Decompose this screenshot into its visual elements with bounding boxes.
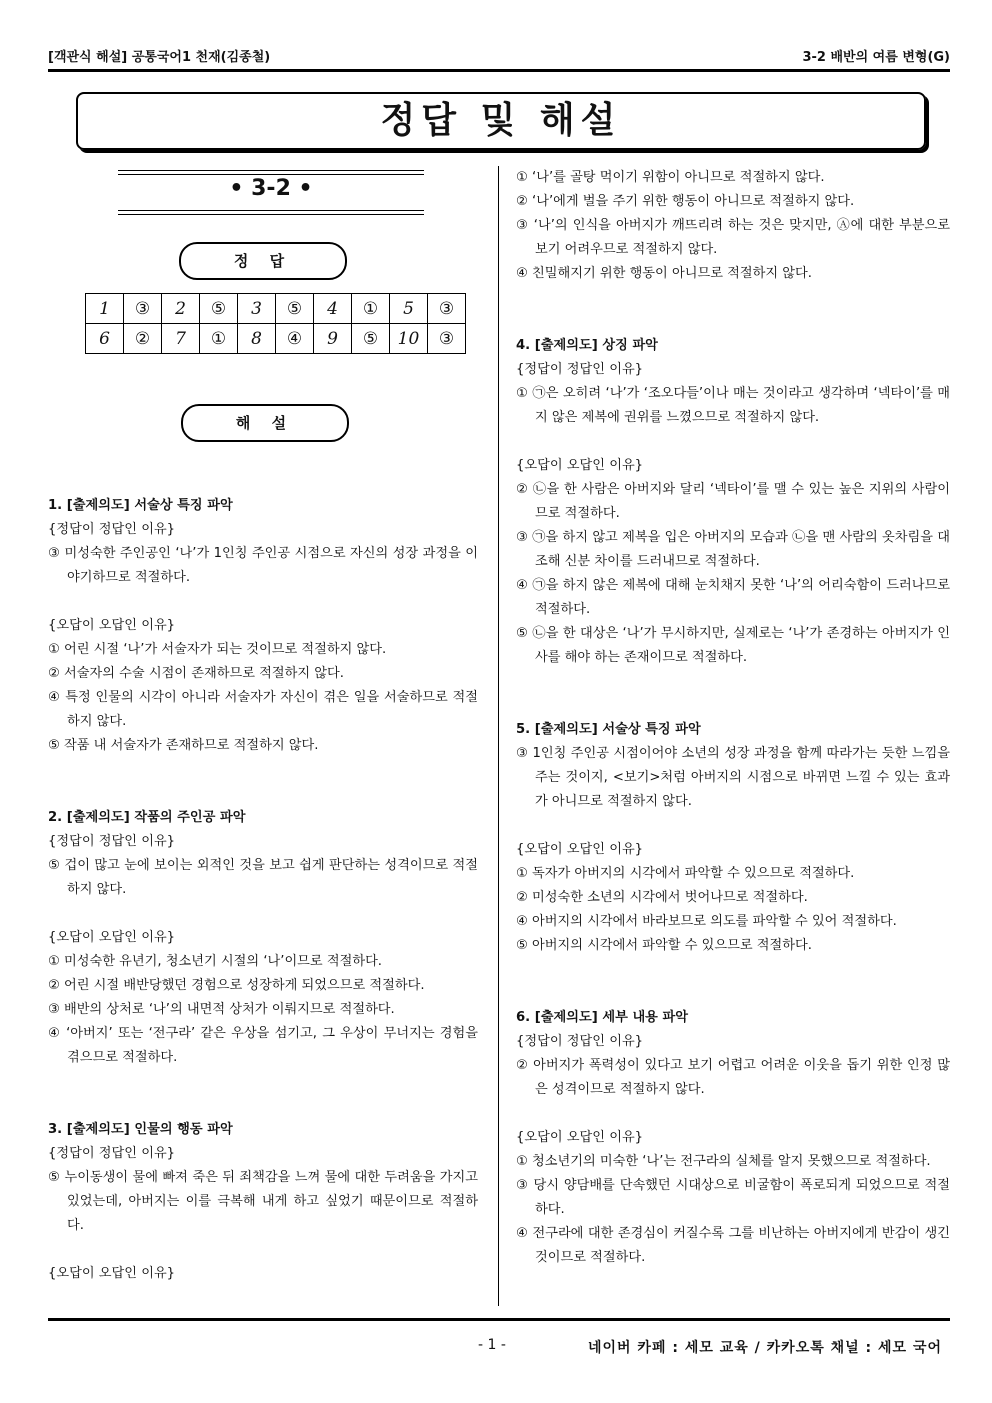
answer-choice: ④ xyxy=(276,324,314,354)
explanation-item: ⑤ 겁이 많고 눈에 보이는 외적인 것을 보고 쉽게 판단하는 성격이므로 적절하지 않다. xyxy=(48,858,478,897)
explanation-item: ③ 당시 양담배를 단속했던 시대상으로 비굴함이 폭로되게 되었으므로 적절하다. xyxy=(516,1178,950,1217)
answer-choice: ⑤ xyxy=(276,294,314,324)
right-column xyxy=(516,166,950,1270)
question-heading: 5. [출제의도] 서술상 특징 파악 xyxy=(516,722,701,737)
explanation-item: ② 서술자의 수술 시점이 존재하므로 적절하지 않다. xyxy=(48,666,344,681)
question-heading: 3. [출제의도] 인물의 행동 파악 xyxy=(48,1122,233,1137)
question-number: 9 xyxy=(314,324,352,354)
answer-choice: ② xyxy=(124,324,162,354)
page-header xyxy=(48,46,950,65)
reason-label: {오답이 오답인 이유} xyxy=(48,618,176,633)
explanation-item: ③ 배반의 상처로 ‘나’의 내면적 상처가 이뤄지므로 적절하다. xyxy=(48,1002,395,1017)
header-right: 3-2 배반의 여름 변형(G) xyxy=(802,50,950,65)
left-column xyxy=(48,494,478,1286)
explanation-item: ① 어린 시절 ‘나’가 서술자가 되는 것이므로 적절하지 않다. xyxy=(48,642,387,657)
explanation-item: ④ 전구라에 대한 존경심이 커질수록 그를 비난하는 아버지에게 반감이 생긴 것이므로 적절하다. xyxy=(516,1226,950,1265)
explanation-item: ① ㉠은 오히려 ‘나’가 ‘조오다들’이나 매는 것이라고 생각하며 ‘넥타이’를 매지 않은 제복에 권위를 느꼈으므로 적절하지 않다. xyxy=(516,386,950,425)
spacer xyxy=(516,1102,950,1126)
reason-label: {정답이 정답인 이유} xyxy=(48,834,176,849)
explanation-item: ③ ‘나’의 인식을 아버지가 깨뜨리려 하는 것은 맞지만, Ⓐ에 대한 부분으로 보기 어려우므로 적절하지 않다. xyxy=(516,218,950,257)
section-title: • 3-2 • xyxy=(229,176,313,201)
reason-label: {오답이 오답인 이유} xyxy=(516,842,644,857)
answer-choice: ⑤ xyxy=(200,294,238,324)
explanation-item: ① 독자가 아버지의 시각에서 파악할 수 있으므로 적절하다. xyxy=(516,866,855,881)
answer-row xyxy=(86,324,466,354)
spacer xyxy=(516,430,950,454)
explanation-item: ② 아버지가 폭력성이 있다고 보기 어렵고 어려운 이웃을 돕기 위한 인정 많은 성격이므로 적절하지 않다. xyxy=(516,1058,950,1097)
spacer xyxy=(48,758,478,782)
spacer xyxy=(516,286,950,310)
section-bottom-lines xyxy=(118,210,424,215)
question-number: 3 xyxy=(238,294,276,324)
question-heading: 2. [출제의도] 작품의 주인공 파악 xyxy=(48,810,246,825)
question-heading: 6. [출제의도] 세부 내용 파악 xyxy=(516,1010,688,1025)
explanation-item: ④ ‘아버지’ 또는 ‘전구라’ 같은 우상을 섬기고, 그 우상이 무너지는 경험을 겪으므로 적절하다. xyxy=(48,1026,478,1065)
question-heading: 4. [출제의도] 상징 파악 xyxy=(516,338,658,353)
explanation-item: ③ 1인칭 주인공 시점이어야 소년의 성장 과정을 함께 따라가는 듯한 느낌을 주는 것이지, <보기>처럼 아버지의 시점으로 바뀌면 느낄 수 있는 효과가 아니므로 적절하지 않다. xyxy=(516,746,950,809)
explanation-item: ④ ㉠을 하지 않은 제복에 대해 눈치채지 못한 ‘나’의 어리숙함이 드러나므로 적절하다. xyxy=(516,578,950,617)
answer-label: 정 답 xyxy=(179,242,347,280)
explanation-item: ① 청소년기의 미숙한 ‘나’는 전구라의 실체를 알지 못했으므로 적절하다. xyxy=(516,1154,931,1169)
answer-table xyxy=(85,293,466,354)
spacer xyxy=(516,958,950,982)
reason-label: {정답이 정답인 이유} xyxy=(48,522,176,537)
explanation-item: ② ‘나’에게 벌을 주기 위한 행동이 아니므로 적절하지 않다. xyxy=(516,194,855,209)
explanation-item: ③ 미성숙한 주인공인 ‘나’가 1인칭 주인공 시점으로 자신의 성장 과정을 이야기하므로 적절하다. xyxy=(48,546,478,585)
question-number: 10 xyxy=(390,324,428,354)
page-number: - 1 - xyxy=(478,1337,506,1353)
section-top-lines xyxy=(118,170,424,175)
header-left: [객관식 해설] 공통국어1 천재(김종철) xyxy=(48,50,271,65)
explanation-item: ④ 아버지의 시각에서 바라보므로 의도를 파악할 수 있어 적절하다. xyxy=(516,914,897,929)
explanation-item: ① ‘나’를 골탕 먹이기 위함이 아니므로 적절하지 않다. xyxy=(516,170,825,185)
column-divider xyxy=(498,166,499,1306)
explanation-item: ② 미성숙한 소년의 시각에서 벗어나므로 적절하다. xyxy=(516,890,808,905)
spacer xyxy=(48,902,478,926)
answer-choice: ① xyxy=(352,294,390,324)
reason-label: {정답이 정답인 이유} xyxy=(516,1034,644,1049)
spacer xyxy=(516,310,950,334)
reason-label: {정답이 정답인 이유} xyxy=(48,1146,176,1161)
reason-label: {오답이 오답인 이유} xyxy=(48,1266,176,1281)
question-number: 8 xyxy=(238,324,276,354)
reason-label: {정답이 정답인 이유} xyxy=(516,362,644,377)
spacer xyxy=(48,1094,478,1118)
spacer xyxy=(48,1238,478,1262)
explain-label: 해 설 xyxy=(181,404,349,442)
explanation-item: ② 어린 시절 배반당했던 경험으로 성장하게 되었으므로 적절하다. xyxy=(48,978,425,993)
answer-choice: ③ xyxy=(428,324,466,354)
answer-row xyxy=(86,294,466,324)
reason-label: {오답이 오답인 이유} xyxy=(516,1130,644,1145)
question-number: 6 xyxy=(86,324,124,354)
answer-choice: ⑤ xyxy=(352,324,390,354)
explanation-item: ⑤ ㉡을 한 대상은 ‘나’가 무시하지만, 실제로는 ‘나’가 존경하는 아버지가 인사를 해야 하는 존재이므로 적절하다. xyxy=(516,626,950,665)
spacer xyxy=(516,982,950,1006)
spacer xyxy=(48,1070,478,1094)
question-number: 7 xyxy=(162,324,200,354)
explanation-item: ④ 친밀해지기 위한 행동이 아니므로 적절하지 않다. xyxy=(516,266,812,281)
answer-choice: ③ xyxy=(428,294,466,324)
reason-label: {오답이 오답인 이유} xyxy=(516,458,644,473)
question-number: 1 xyxy=(86,294,124,324)
explanation-item: ⑤ 누이동생이 물에 빠져 죽은 뒤 죄책감을 느껴 물에 대한 두려움을 가지고 있었는데, 아버지는 이를 극복해 내게 하고 싶었기 때문이므로 적절하다. xyxy=(48,1170,478,1233)
spacer xyxy=(516,670,950,694)
spacer xyxy=(516,694,950,718)
spacer xyxy=(48,590,478,614)
explanation-item: ⑤ 아버지의 시각에서 파악할 수 있으므로 적절하다. xyxy=(516,938,812,953)
explanation-item: ⑤ 작품 내 서술자가 존재하므로 적절하지 않다. xyxy=(48,738,319,753)
footer-contact: 네이버 카페 : 세모 교육 / 카카오톡 채널 : 세모 국어 xyxy=(587,1340,942,1356)
title-box xyxy=(76,92,926,150)
explanation-item: ④ 특정 인물의 시각이 아니라 서술자가 자신이 겪은 일을 서술하므로 적절하지 않다. xyxy=(48,690,478,729)
answer-choice: ① xyxy=(200,324,238,354)
question-heading: 1. [출제의도] 서술상 특징 파악 xyxy=(48,498,233,513)
spacer xyxy=(48,782,478,806)
question-number: 2 xyxy=(162,294,200,324)
explanation-item: ② ㉡을 한 사람은 아버지와 달리 ‘넥타이’를 맬 수 있는 높은 지위의 사람이므로 적절하다. xyxy=(516,482,950,521)
question-number: 5 xyxy=(390,294,428,324)
explanation-item: ① 미성숙한 유년기, 청소년기 시절의 ‘나’이므로 적절하다. xyxy=(48,954,383,969)
header-rule xyxy=(48,69,950,72)
page-title: 정답 및 해설 xyxy=(380,100,622,141)
explanation-item: ③ ㉠을 하지 않고 제복을 입은 아버지의 모습과 ㉡을 맨 사람의 옷차림을 대조해 신분 차이를 드러내므로 적절하다. xyxy=(516,530,950,569)
reason-label: {오답이 오답인 이유} xyxy=(48,930,176,945)
spacer xyxy=(516,814,950,838)
footer-rule xyxy=(48,1318,950,1321)
answer-choice: ③ xyxy=(124,294,162,324)
question-number: 4 xyxy=(314,294,352,324)
